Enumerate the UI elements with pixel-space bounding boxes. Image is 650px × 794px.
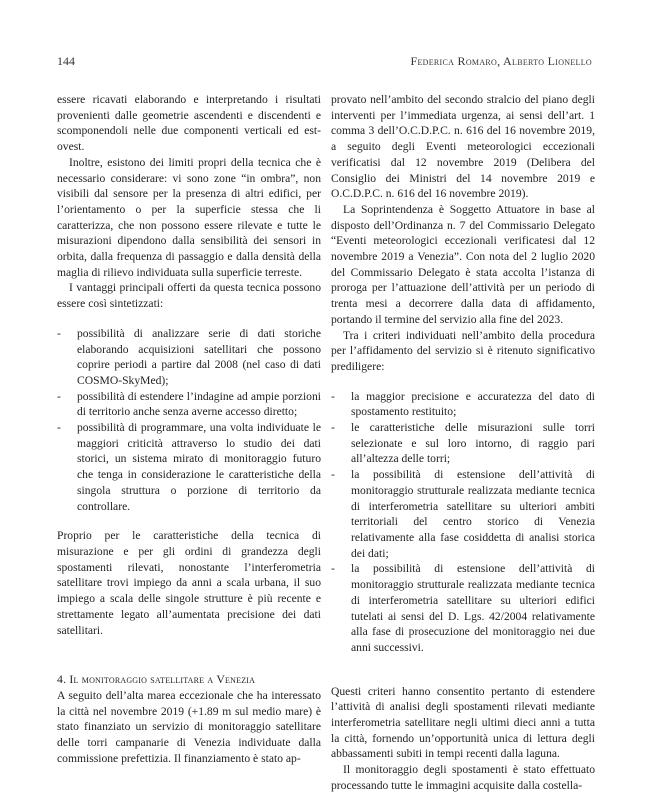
page-number: 144 bbox=[57, 54, 75, 68]
list-item: - la possibilità di estensione dell’attività di monitoraggio strutturale realizzata mediante tecnica di interferometria satellitare su ulteriori edifici tutelati ai sensi del D. Lgs. 42/2004 relativamente alla fase di prosecuzione del monitoraggio nei due anni successivi. bbox=[331, 561, 595, 655]
section-heading: 4. Il monitoraggio satellitare a Venezia bbox=[57, 672, 256, 687]
list-item: - la possibilità di estensione dell’attività di monitoraggio strutturale realizzata mediante tecnica di interferometria satellitare su ulteriori ambiti territoriali del centro storico di Venezia relativamente alla fase cosiddetta di analisi storica dei dati; bbox=[331, 467, 595, 561]
running-head-authors: Federica Romaro, Alberto Lionello bbox=[410, 54, 592, 68]
right-column bbox=[331, 92, 595, 794]
page-header bbox=[57, 54, 592, 69]
advantages-list bbox=[57, 326, 321, 514]
paragraph: I vantaggi principali offerti da questa tecnica possono essere così sintetizzati: bbox=[57, 281, 321, 311]
paragraph: Questi criteri hanno consentito pertanto di estendere l’attività di analisi degli spostamenti rilevati mediante interferometria satellitare negli ultimi dieci anni a tutta la città, fornendo un’opportunità unica di lettura degli abbassamenti subiti in tempi recenti dalla laguna. bbox=[331, 684, 595, 761]
list-item: - possibilità di estendere l’indagine ad ampie porzioni di territorio anche senza averne accesso diretto; bbox=[57, 389, 321, 420]
paragraph: provato nell’ambito del secondo stralcio del piano degli interventi per l’immediata urgenza, ai sensi dell’art. 1 comma 3 dell’O.C.D.P.C. n. 616 del 16 novembre 2019, a seguito degli Eventi meteorologici eccezionali verificatisi dal 12 novembre 2019 (Delibera del Consiglio dei Ministri del 14 novembre 2019 e O.C.D.P.C. n. 616 del 16 novembre 2019). bbox=[331, 93, 595, 201]
paragraph: Tra i criteri individuati nell’ambito della procedura per l’affidamento del servizio si è ritenuto significativo prediligere: bbox=[331, 328, 595, 373]
paragraph: Il monitoraggio degli spostamenti è stato effettuato processando tutte le immagini acquisite dalla costella- bbox=[331, 763, 595, 792]
paragraph: La Soprintendenza è Soggetto Attuatore in base al disposto dell’Ordinanza n. 7 del Commissario Delegato “Eventi meteorologici eccezionali verificatesi dal 12 novembre 2019 a Venezia”. Con nota del 2 luglio 2020 del Commissario Delegato è stata accolta l’istanza di proroga per l’attuazione dell’attività per un periodo di trenta mesi a decorrere dalla data di affidamento, portando il termine del servizio alla fine del 2023. bbox=[331, 202, 595, 326]
paragraph: Proprio per le caratteristiche della tecnica di misurazione e per gli ordini di grandezza degli spostamenti rilevati, nonostante l’interferometria satellitare trovi impiego da anni a scala urbana, il suo impiego a scala delle singole strutture è più recente e strettamente legato all’aumentata precisione dei dati satellitari. bbox=[57, 529, 321, 637]
paragraph: essere ricavati elaborando e interpretando i risultati provenienti dalle geometrie ascendenti e discendenti e scomponendoli nelle due componenti verticali ed est-ovest. bbox=[57, 93, 321, 154]
list-item: - possibilità di analizzare serie di dati storiche elaborando acquisizioni satellitari che possono coprire periodi a partire dal 2008 (nel caso di dati COSMO-SkyMed); bbox=[57, 326, 321, 389]
criteria-list bbox=[331, 389, 595, 656]
list-item: - le caratteristiche delle misurazioni sulle torri selezionate e sul loro intorno, di raggio pari all’altezza delle torri; bbox=[331, 420, 595, 467]
paragraph: Inoltre, esistono dei limiti propri della tecnica che è necessario considerare: vi sono zone “in ombra”, non visibili dal sensore per la presenza di altri edifici, per l’orientamento o per la superficie stessa che li caratterizza, che non possono essere rilevate e tutte le misurazioni dipendono dalla sensibilità dei sensori in orbita, dalla frequenza di passaggio e dalla densità della maglia di rilievo individuata sulla superficie terreste. bbox=[57, 155, 321, 279]
paragraph: A seguito dell’alta marea eccezionale che ha interessato la città nel novembre 2019 (+1.89 m sul medio mare) è stato finanziato un servizio di monitoraggio satellitare delle torri campanarie di Venezia individuate dalla commissione prefettizia. Il finanziamento è stato ap- bbox=[57, 688, 321, 765]
left-column bbox=[57, 92, 321, 766]
list-item: - la maggior precisione e accuratezza del dato di spostamento restituito; bbox=[331, 389, 595, 420]
list-item: - possibilità di programmare, una volta individuate le maggiori criticità attraverso lo studio dei dati storici, un sistema mirato di monitoraggio futuro che tenga in considerazione le caratteristiche della singola struttura o porzione di territorio da controllare. bbox=[57, 420, 321, 514]
